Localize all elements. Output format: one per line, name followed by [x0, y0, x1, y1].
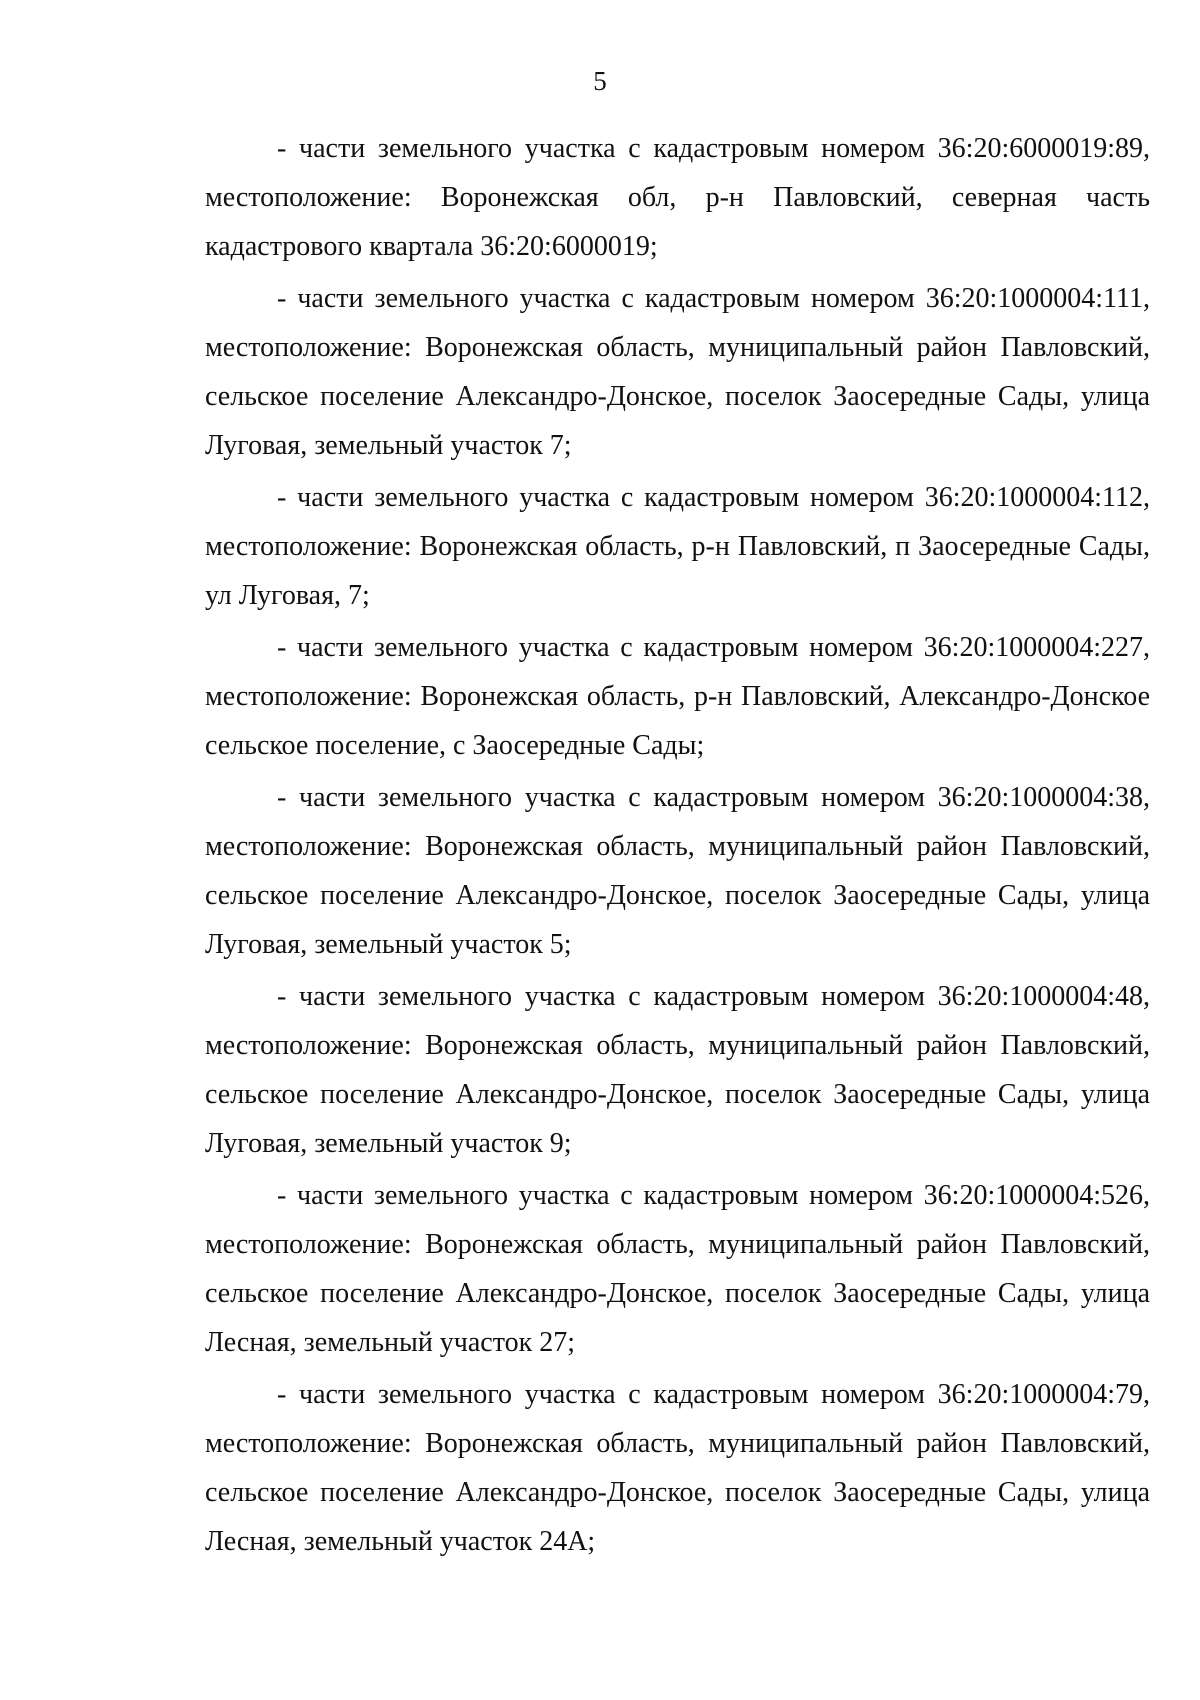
- paragraph-parcel-227: - части земельного участка с кадастровым номером 36:20:1000004:227, местоположение: Воронежская область, р-н Павловский, Александро-Донское сельское поселение, с Заосередные Сады;: [205, 632, 1150, 761]
- page-number: 5: [593, 66, 607, 96]
- paragraph-parcel-38: - части земельного участка с кадастровым номером 36:20:1000004:38, местоположение: Воронежская область, муниципальный район Павловский, сельское поселение Александро-Донское, поселок Заосередные Сады, улица Луговая, земельный участок 5;: [205, 782, 1150, 960]
- paragraph-parcel-89: - части земельного участка с кадастровым номером 36:20:6000019:89, местоположение: Воронежская обл, р-н Павловский, северная часть кадастрового квартала 36:20:6000019;: [205, 133, 1150, 262]
- document-body: [205, 124, 1150, 1569]
- paragraph-parcel-526: - части земельного участка с кадастровым номером 36:20:1000004:526, местоположение: Воронежская область, муниципальный район Павловский, сельское поселение Александро-Донское, поселок Заосередные Сады, улица Лесная, земельный участок 27;: [205, 1180, 1150, 1358]
- paragraph-parcel-48: - части земельного участка с кадастровым номером 36:20:1000004:48, местоположение: Воронежская область, муниципальный район Павловский, сельское поселение Александро-Донское, поселок Заосередные Сады, улица Луговая, земельный участок 9;: [205, 981, 1150, 1159]
- paragraph-parcel-79: - части земельного участка с кадастровым номером 36:20:1000004:79, местоположение: Воронежская область, муниципальный район Павловский, сельское поселение Александро-Донское, поселок Заосередные Сады, улица Лесная, земельный участок 24А;: [205, 1379, 1150, 1557]
- paragraph-parcel-112: - части земельного участка с кадастровым номером 36:20:1000004:112, местоположение: Воронежская область, р-н Павловский, п Заосередные Сады, ул Луговая, 7;: [205, 482, 1150, 611]
- paragraph-parcel-111: - части земельного участка с кадастровым номером 36:20:1000004:111, местоположение: Воронежская область, муниципальный район Павловский, сельское поселение Александро-Донское, поселок Заосередные Сады, улица Луговая, земельный участок 7;: [205, 283, 1150, 461]
